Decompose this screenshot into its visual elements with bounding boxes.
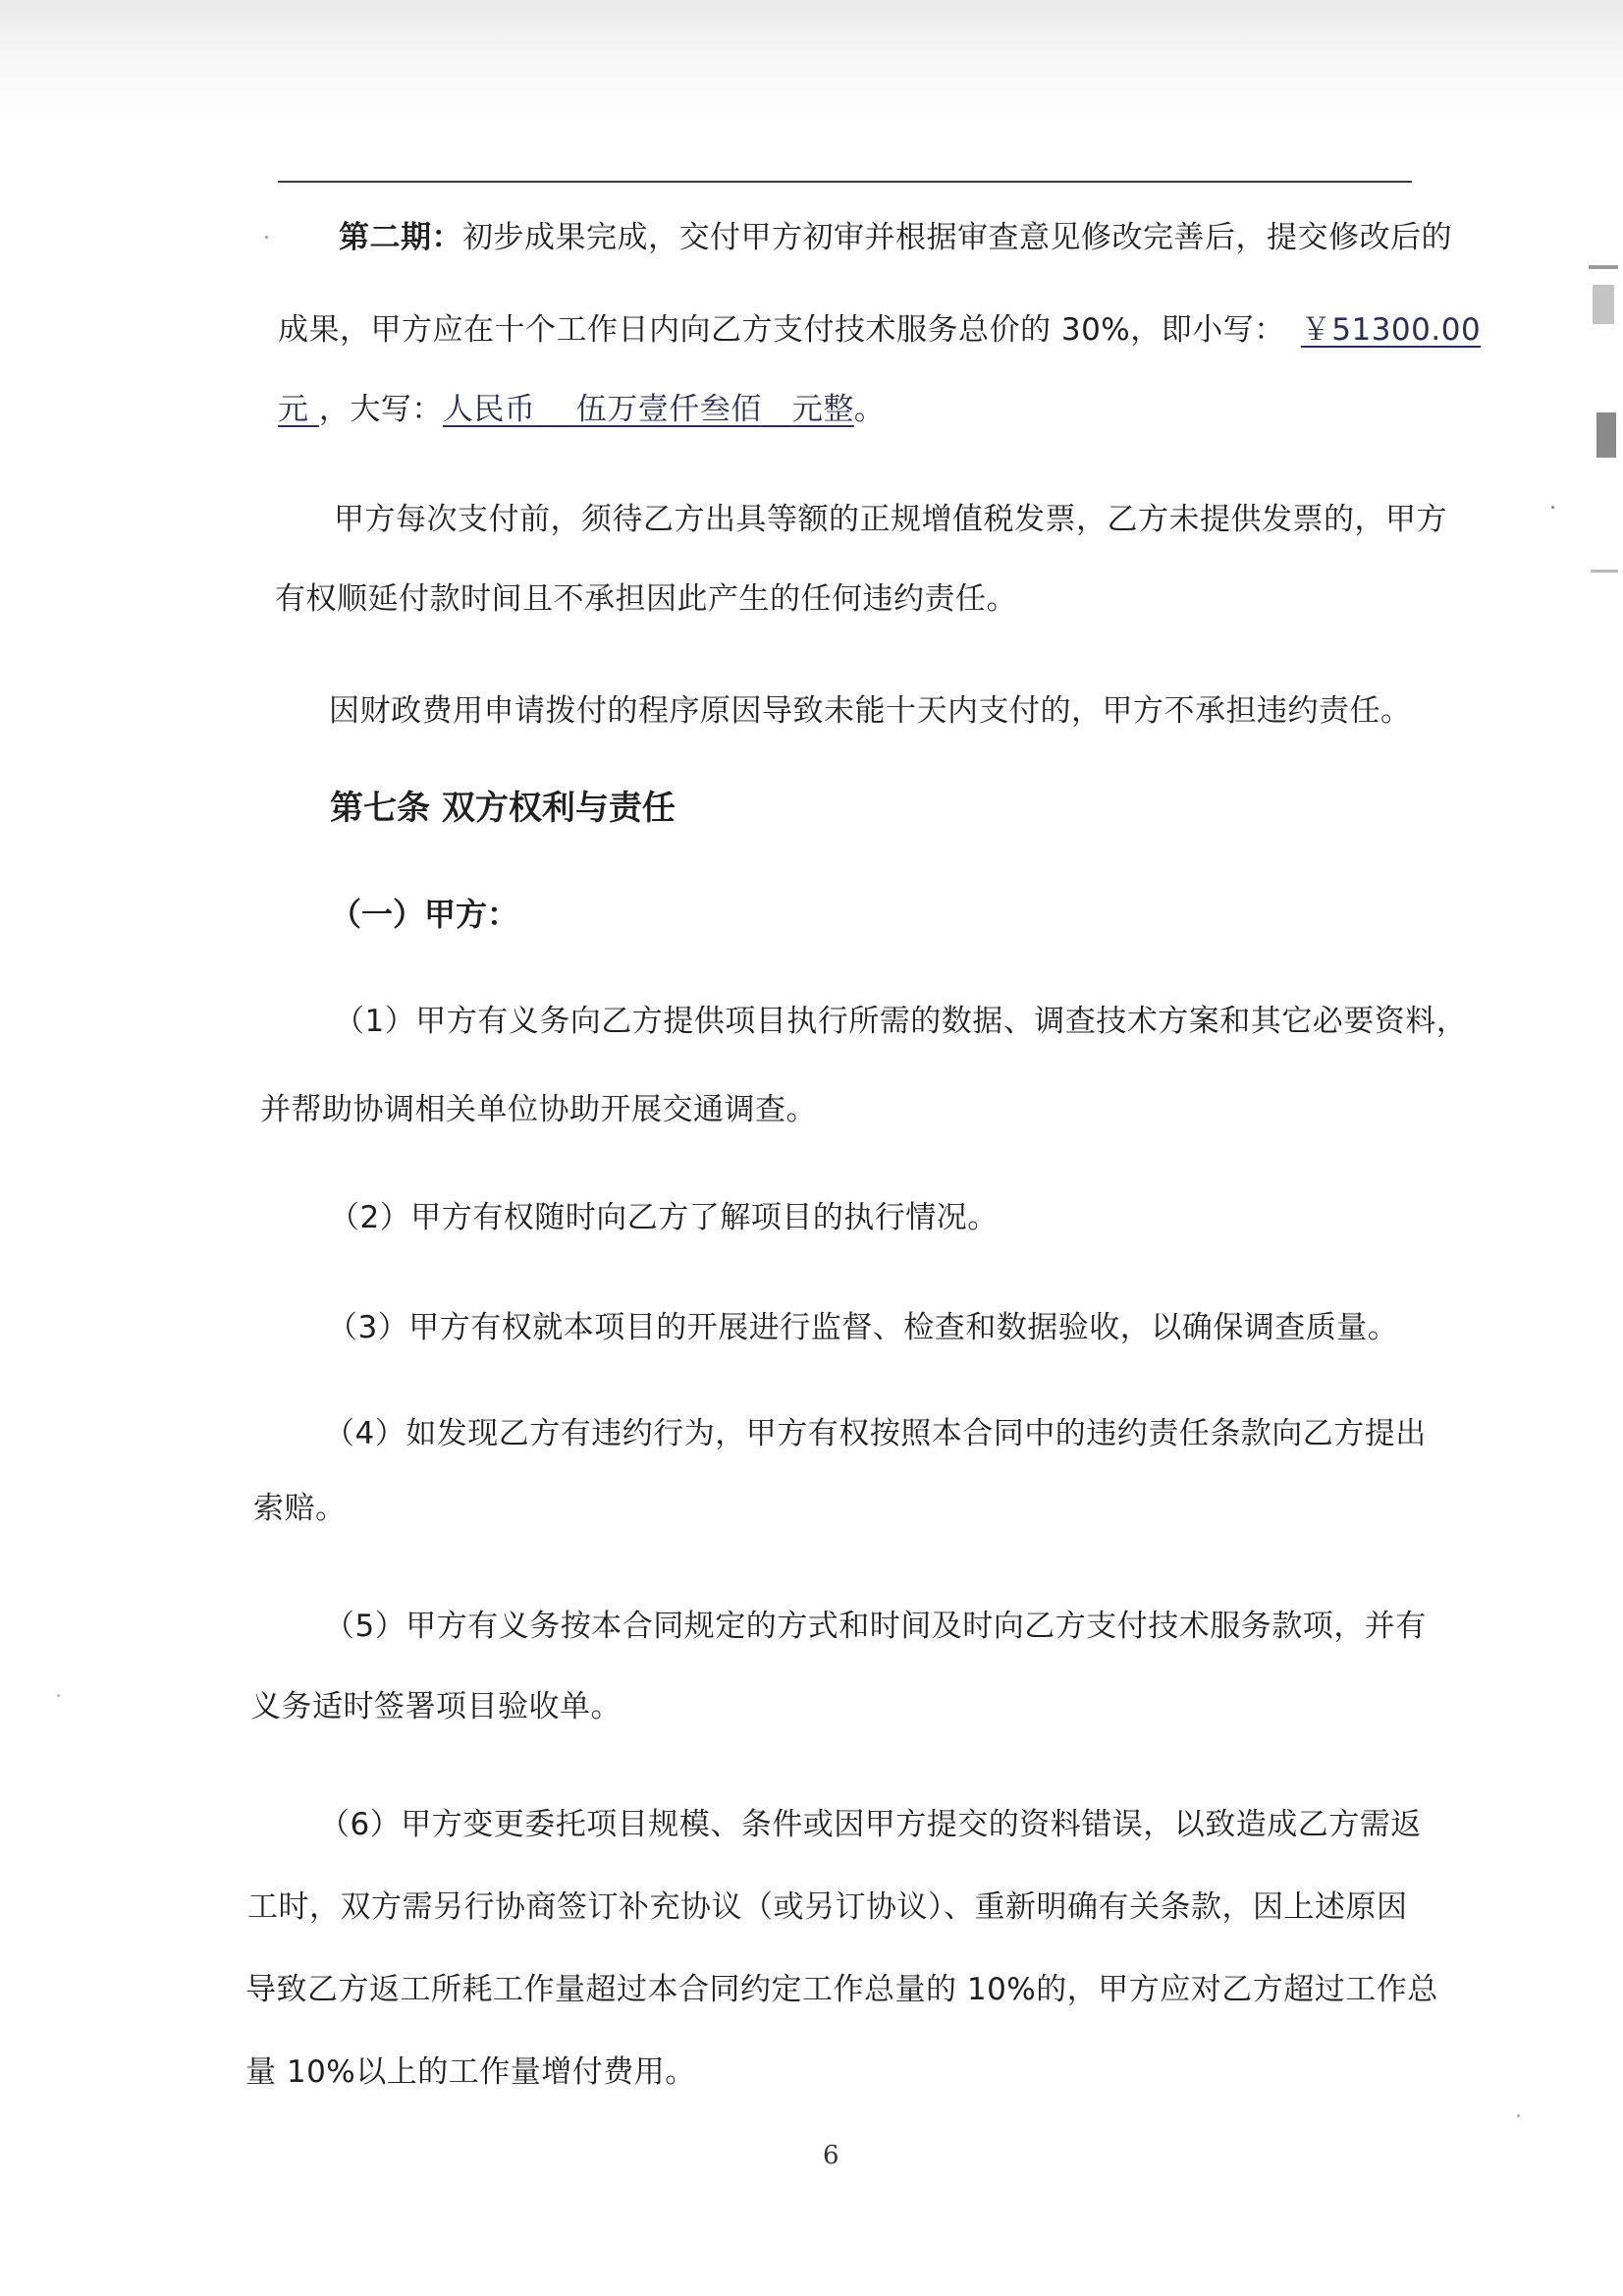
item-4-line2: 索赔。 [253,1491,347,1526]
scan-edge-mark [1591,570,1618,573]
item-5-line1: （5）甲方有义务按本合同规定的方式和时间及时向乙方支付技术服务款项，并有 [324,1609,1427,1644]
scan-speck [1517,2114,1520,2117]
p1-line3: 元 ，大写：人民币 伍万壹仟叁佰 元整。 [278,392,886,427]
p1-line2 [278,310,1481,350]
header-rule [278,181,1412,183]
scan-edge-mark [1593,285,1614,324]
page-number: 6 [823,2141,839,2170]
item-2-line1: （2）甲方有权随时向乙方了解项目的执行情况。 [329,1200,999,1235]
scan-edge-mark [1589,265,1618,269]
scan-speck [57,1694,60,1697]
item-4-number: （4） [324,1416,406,1451]
section-heading: （一）甲方： [330,896,519,933]
p1-label: 第二期： [339,220,462,255]
item-6-line3: 导致乙方返工所耗工作量超过本合同约定工作总量的 10%的，甲方应对乙方超过工作总 [245,1972,1438,2007]
amount-words-value: 伍万壹仟叁佰 [575,392,762,427]
scan-speck [265,236,268,239]
amount-figures: ￥51300.00 [1300,312,1482,348]
p2-line1: 甲方每次支付前，须待乙方出具等额的正规增值税发票，乙方未提供发票的，甲方 [334,502,1447,537]
item-4-line1: （4）如发现乙方有违约行为，甲方有权按照本合同中的违约责任条款向乙方提出 [324,1416,1427,1451]
scan-edge-mark [1596,412,1616,458]
p1-line1-text: 初步成果完成，交付甲方初审并根据审查意见修改完善后，提交修改后的 [462,220,1452,255]
amount-words-currency: 人民币 [442,392,536,427]
p3-line1: 因财政费用申请拨付的程序原因导致未能十天内支付的，甲方不承担违约责任。 [329,693,1412,729]
item-1-line2: 并帮助协调相关单位协助开展交通调查。 [260,1092,817,1127]
amount-words-suffix: 元整 [791,392,854,427]
item-6-number: （6） [319,1807,402,1842]
p1-line1 [339,218,1452,257]
scan-shadow [0,0,1623,118]
item-5-number: （5） [324,1609,406,1644]
item-6-line2: 工时，双方需另行协商签订补充协议（或另订协议）、重新明确有关条款，因上述原因 [247,1889,1408,1925]
amount-words-label: ，大写： [318,392,443,427]
article-title: 第七条 双方权利与责任 [330,789,676,828]
p2-line2: 有权顺延付款时间且不承担因此产生的任何违约责任。 [275,581,1017,617]
item-5-line2: 义务适时签署项目验收单。 [250,1689,622,1724]
item-1-number: （1） [334,1004,416,1039]
p1-line2-text: 成果，甲方应在十个工作日内向乙方支付技术服务总价的 30%，即小写： [278,312,1285,348]
item-6-line1: （6）甲方变更委托项目规模、条件或因甲方提交的资料错误，以致造成乙方需返 [319,1807,1422,1842]
item-3-line1: （3）甲方有权就本项目的开展进行监督、检查和数据验收，以确保调查质量。 [327,1310,1399,1345]
item-1-line1: （1）甲方有义务向乙方提供项目执行所需的数据、调查技术方案和其它必要资料， [334,1004,1468,1039]
scan-speck [1551,506,1554,509]
item-6-line4: 量 10%以上的工作量增付费用。 [245,2054,696,2090]
item-3-number: （3） [327,1310,409,1345]
item-2-number: （2） [329,1200,411,1235]
amount-unit: 元 [278,392,309,427]
